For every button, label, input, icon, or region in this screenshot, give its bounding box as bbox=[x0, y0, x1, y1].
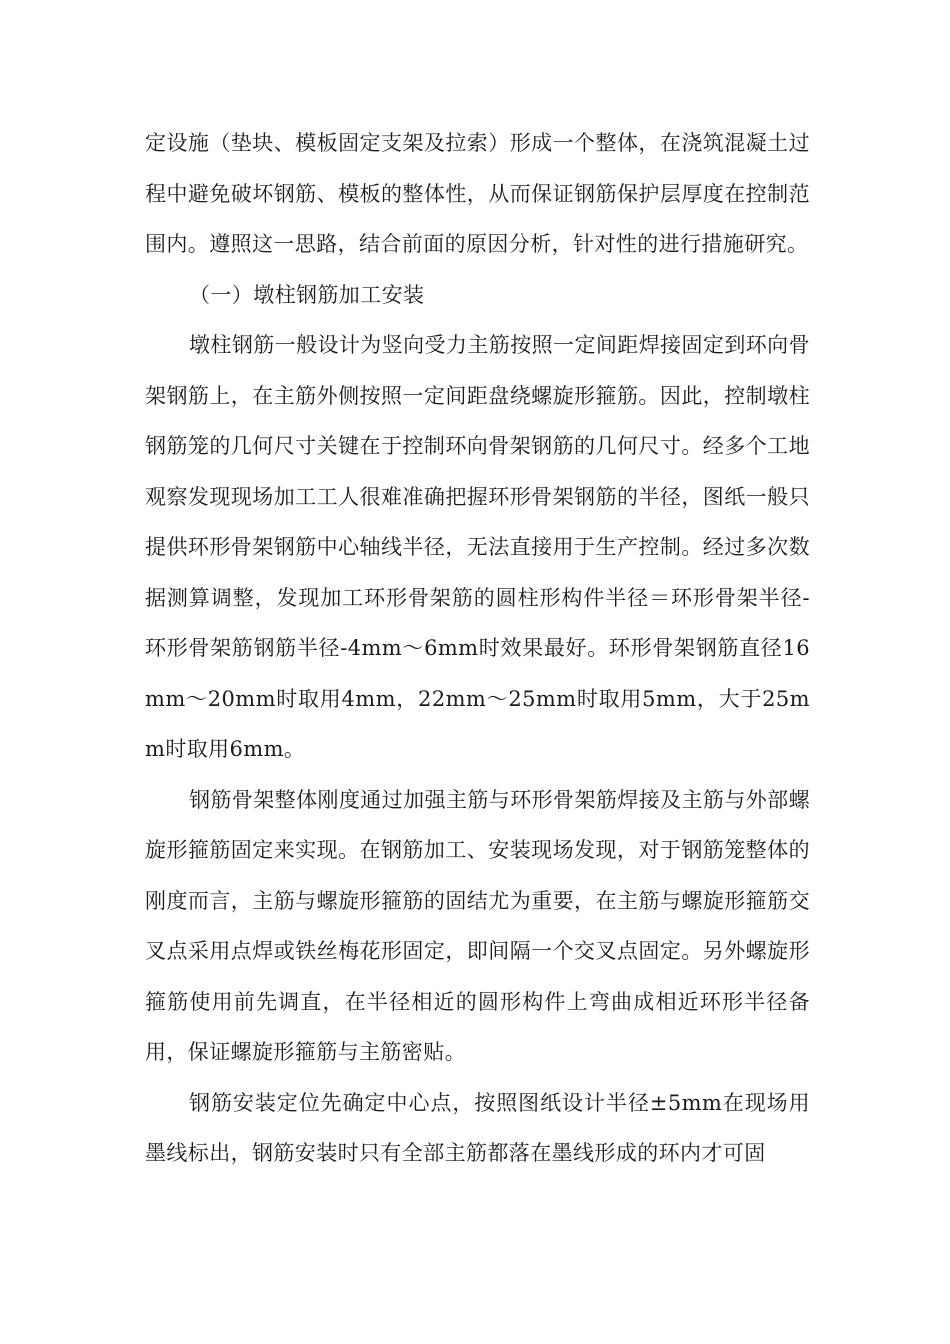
paragraph-fixing-measures: 定设施（垫块、模板固定支架及拉索）形成一个整体，在浇筑混凝土过程中避免破坏钢筋、模板的整体性，从而保证钢筋保护层厚度在控制范围内。遵照这一思路，结合前面的原因分析，针对性的进行措施研究。 bbox=[145, 131, 810, 256]
paragraph-installation-positioning: 钢筋安装定位先确定中心点，按照图纸设计半径±5mm在现场用墨线标出，钢筋安装时只有全部主筋都落在墨线形成的环内才可固 bbox=[145, 1090, 810, 1165]
paragraph-cage-stiffness: 钢筋骨架整体刚度通过加强主筋与环形骨架筋焊接及主筋与外部螺旋形箍筋固定来实现。在钢筋加工、安装现场发现，对于钢筋笼整体的刚度而言，主筋与螺旋形箍筋的固结尤为重要，在主筋与螺旋形箍筋交叉点采用点焊或铁丝梅花形固定，即间隔一个交叉点固定。另外螺旋形箍筋使用前先调直，在半径相近的圆形构件上弯曲成相近环形半径备用，保证螺旋形箍筋与主筋密贴。 bbox=[145, 787, 810, 1064]
paragraph-ring-frame-radius: 墩柱钢筋一般设计为竖向受力主筋按照一定间距焊接固定到环向骨架钢筋上，在主筋外侧按照一定间距盘绕螺旋形箍筋。因此，控制墩柱钢筋笼的几何尺寸关键在于控制环向骨架钢筋的几何尺寸。经多个工地观察发现现场加工工人很难准确把握环形骨架钢筋的半径，图纸一般只提供环形骨架钢筋中心轴线半径，无法直接用于生产控制。经过多次数据测算调整，发现加工环形骨架筋的圆柱形构件半径＝环形骨架半径-环形骨架筋钢筋半径-4mm～6mm时效果最好。环形骨架钢筋直径16mm～20mm时取用4mm，22mm～25mm时取用5mm，大于25mm时取用6mm。 bbox=[145, 333, 810, 761]
section-heading-pier-rebar: （一）墩柱钢筋加工安装 bbox=[189, 282, 425, 307]
document-page bbox=[145, 118, 810, 1179]
